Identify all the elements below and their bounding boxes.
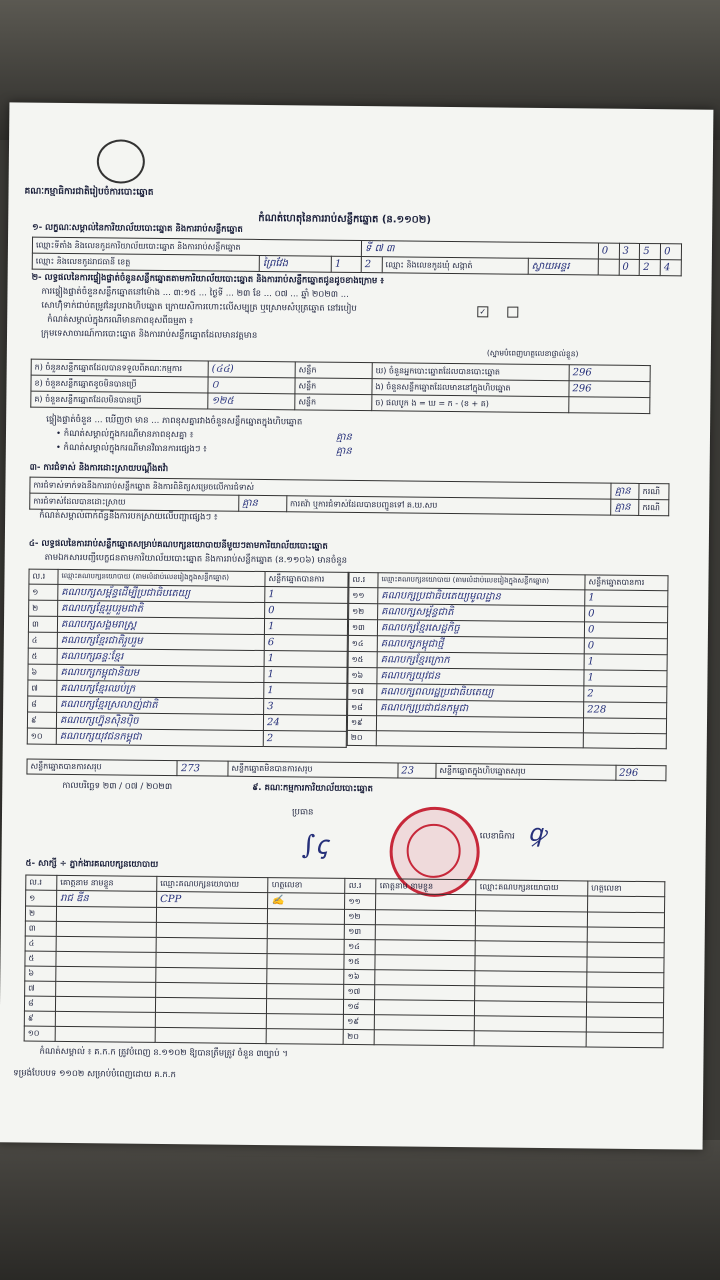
w-header-party-r: ឈ្មោះគណបក្សនយោបាយ [476,880,588,896]
witness-no-right: ១៣ [345,924,376,939]
witness-name [56,981,156,997]
party-no: ១០ [27,728,56,744]
party-votes: 1 [584,670,667,687]
party-name: គណបក្សសម្ព័ន្ធដើម្បីប្រជាធិបតេយ្យ [58,584,265,602]
section-4-title: ៤- លទ្ធផលនៃការរាប់សន្លឹកឆ្នោតសម្រាប់គណបក្សនយោបាយនីមួយៗតាមការិយាល័យបោះឆ្នោត [28,538,328,552]
section-1-title: ១- លក្ខណៈសម្គាល់នៃការិយាល័យបោះឆ្នោត និងការរាប់សន្លឹកឆ្នោត [32,222,243,235]
total-box-label: សន្លឹកឆ្នោតក្នុងហិបឆ្នោតសរុប [436,763,616,780]
witness-name [55,1011,155,1027]
ballot-count-form [0,102,713,1149]
s2-line-1: ការផ្ទៀងផ្ទាត់ចំនួនសន្លឹកឆ្នោតនៅម៉ោង ... ៣:១៥ ... ថ្ងៃទី ... ២៣ ខែ ... ០៧ ... ឆ្នាំ ២០២៣ ... [41,286,349,300]
party-name: គណបក្សខ្មែររួបរួមជាតិ [58,600,265,618]
w-header-sig-r: ហត្ថលេខា [588,881,665,897]
witness-signature [267,984,344,1000]
w-header-name-r: គោត្តនាម នាមខ្លួន [376,879,476,895]
witness-name [55,1026,155,1042]
witness-signature-right [587,972,664,988]
party-votes: 1 [265,587,348,604]
section-2-title: ២- លទ្ធផលនៃការផ្ទៀងផ្ទាត់ចំនួនសន្លឹកឆ្នោតតាមការិយាល័យបោះឆ្នោត និងការរាប់សន្លឹកឆ្នោតជូនដូចខាងក្រោម ៖ [31,272,385,287]
party-name: គណបក្សសម្ព័ន្ធជាតិ [378,604,585,622]
total-valid-value: 273 [177,761,227,777]
s2-sign-hint: (ស្នាមបំពេញហត្ថលេខាផ្ទាល់ខ្លួន) [486,348,579,359]
witness-name-right [376,910,476,926]
row2-commune-code-1: 2 [640,259,661,275]
w-header-no: ល.រ [26,875,57,890]
s3-row-1-label: ការជំទាស់ទាក់ទងនឹងការរាប់សន្លឹកឆ្នោត និងការពិនិត្យសម្រេចលើការជំទាស់ [30,477,611,499]
witness-name [56,936,156,952]
total-valid-label: សន្លឹកឆ្នោតបានការសរុប [27,759,178,776]
counts-table [30,359,650,414]
party-no: ៦ [28,664,57,680]
s3-row-2-label: ការជំទាស់ដែលបានដោះស្រាយ [30,493,239,511]
party-no: ១៨ [348,699,377,715]
count-a-value: (៤៤) [208,361,295,378]
count-e-label: ង) ចំនួនសន្លឹកឆ្នោតដែលមាននៅក្នុងហិបឆ្នោត [372,379,569,397]
party-no: ៣ [28,616,57,632]
witness-name-right [375,1015,475,1031]
row2-code-0: 1 [331,256,361,272]
party-header-no-r: ល.រ [349,572,378,587]
form-title: កំណត់ហេតុនៃការរាប់សន្លឹកឆ្នោត (ន.១១០២) [258,212,431,226]
unit-b: សន្លឹក [295,378,372,395]
party-name: គណបក្សខ្មែរឈប់ក្រ [57,680,264,698]
party-name: គណបក្សកម្ពុជាថ្មី [377,636,584,654]
row2-label: ឈ្មោះ និងលេខកូដរាជធានី ខេត្ត [32,253,259,271]
w-header-party: ឈ្មោះគណបក្សនយោបាយ [157,876,269,892]
count-c-label: គ) ចំនួនសន្លឹកឆ្នោតដែលមិនបានប្រើ [31,391,208,409]
total-invalid-value: 23 [398,763,436,778]
witness-table [24,875,666,1049]
party-header-votes: សន្លឹកឆ្នោតបានការ [265,572,348,588]
witness-signature: ✍ [268,893,345,910]
witness-name [56,906,156,922]
row2-commune-value: ស្វាយអន្ទរ [528,258,598,275]
count-d-label: ឃ) ចំនួនអ្នកបោះឆ្នោតដែលបានបោះឆ្នោត [372,363,569,381]
party-no: ៥ [28,648,57,664]
party-name [376,731,583,748]
party-votes: 2 [584,686,667,703]
witness-party-right [476,926,588,942]
witness-name [56,921,156,937]
witness-signature-right [586,1002,663,1018]
party-header-name: ឈ្មោះគណបក្សនយោបាយ (តាមលំដាប់លេខរៀងក្នុងសន្លឹកឆ្នោត) [58,569,265,586]
party-votes: 1 [264,619,347,636]
party-votes: 6 [264,635,347,652]
party-no: ១៧ [348,683,377,699]
witness-no: ៦ [25,966,56,981]
count-b-label: ខ) ចំនួនសន្លឹកឆ្នោតខូចមិនបានប្រើ [31,375,208,393]
w-header-name: គោត្តនាម នាមខ្លួន [57,875,157,891]
count-f-label: ច) ផលបូក ង = ឃ = ក - (ខ + គ) [372,395,569,413]
witness-no: ៩ [24,1011,55,1026]
witness-name-right [376,925,476,941]
witness-signature-right [587,957,664,973]
witness-name-right [375,970,475,986]
witness-party [156,967,268,983]
party-name: គណបក្សសង្គមរាស្ត្រ [57,616,264,634]
witness-name-right [376,940,476,956]
s4-line: តាមឯកសារបញ្ជីបេក្ខជនតាមការិយាល័យបោះឆ្នោត និងការរាប់សន្លឹកឆ្នោត (ន.១១០៦) មានចំនួន [44,552,348,566]
witness-signature-right [587,942,664,958]
party-no: ១៤ [348,635,377,651]
witness-no-right: ១២ [345,909,376,924]
party-name: គណបក្សឆន្ទៈខ្មែរ [57,648,264,666]
witness-party-right [476,911,588,927]
witness-name [55,996,155,1012]
witness-signature [267,1014,344,1030]
witness-party [155,1012,267,1028]
row2-commune-label: ឈ្មោះ និងលេខកូដឃុំ សង្កាត់ [382,257,528,275]
party-votes: 1 [264,667,347,684]
checkbox-no[interactable] [507,307,518,318]
committee-line: ៩. គណៈកម្មការការិយាល័យបោះឆ្នោត [252,782,373,795]
section-1-table [32,237,682,277]
witness-no: ១០ [24,1026,55,1041]
witness-party [156,982,268,998]
party-votes: 1 [264,683,347,700]
row2-commune-code-0: 0 [619,259,640,275]
party-header-votes-r: សន្លឹកឆ្នោតបានការ [585,575,668,591]
party-no: ២០ [347,730,376,745]
chair-label: ប្រធាន [291,807,314,818]
witness-no: ១ [26,890,57,906]
witness-no-right: ១៤ [345,939,376,954]
party-votes: 228 [584,702,667,719]
party-no: ៩ [27,712,56,728]
witness-party [156,922,268,938]
party-votes: 0 [265,603,348,620]
witness-signature [267,954,344,970]
party-no: ៤ [28,632,57,648]
witness-name [56,966,156,982]
count-d-value: 296 [569,365,650,382]
count-f-value [569,397,650,414]
party-name: គណបក្សហ្វ៊ុនស៊ិនប៉ិច [56,712,263,730]
secretary-signature: ꝙ [527,818,547,847]
party-no: ៧ [28,680,57,696]
party-no: ១២ [349,603,378,619]
section-3-table [29,477,669,517]
witness-party-right [476,941,588,957]
s2-line-3: កំណត់សម្គាល់ក្នុងករណីមានភាពខុសពីធម្មតា ៖ [47,314,194,327]
witness-party-right [475,971,587,987]
row2-commune-code-2: 4 [660,260,681,276]
witness-party [155,1027,267,1043]
witness-no-right: ១៨ [344,999,375,1014]
row1-label: ឈ្មោះទីតាំង និងលេខកូដការិយាល័យបោះឆ្នោត និងការរាប់សន្លឹកឆ្នោត [32,237,361,256]
party-votes: 2 [263,731,346,748]
witness-no: ៨ [24,996,55,1011]
witness-signature-right [586,1032,663,1048]
party-no: ៨ [28,696,57,712]
background-bottom [0,1140,720,1280]
parties-table-right [347,572,669,749]
date-line: កាលបរិច្ឆេទ ២៣ / ០៧ / ២០២៣ [62,780,173,793]
witness-name-right [375,1000,475,1016]
witness-no: ៥ [25,951,56,966]
total-box-value: 296 [616,765,666,781]
witness-party-right [476,895,588,912]
unit-c: សន្លឹក [295,394,372,411]
party-name: គណបក្សពលរដ្ឋប្រជាធិបតេយ្យ [377,684,584,702]
witness-signature [267,1029,344,1045]
party-votes: 3 [264,699,347,716]
count-a-label: ក) ចំនួនសន្លឹកឆ្នោតដែលបានទទួលពីគណៈកម្មការ [31,359,208,377]
witness-no: ៧ [25,981,56,996]
witness-no-right: ២០ [344,1029,375,1044]
witness-name-right [375,985,475,1001]
party-name: គណបក្សខ្មែរសេដ្ឋកិច្ច [377,620,584,638]
witness-signature [268,939,345,955]
witness-no-right: ១១ [345,893,376,909]
party-votes [583,718,666,734]
s2-line-2: សោហ៊ុំទាក់ជាប់តម្រូវនៃរូបរាងហិបឆ្នោត ក្រោយសិការហោះលើសម្បុត្រ ឬស្រោមសំបុត្រឆ្នោត នៅរបៀប [41,300,357,314]
parties-table-left [27,569,349,748]
witness-party-right [475,956,587,972]
party-votes: 1 [264,651,347,668]
s3-row-2b-value: គ្មាន [611,499,639,515]
s2-line-5: ផ្ទៀងផ្ទាត់ចំនួន ... ឃើញថា មាន ... ភាពខុសគ្នារវាងចំនួនសន្លឹកឆ្នោតក្នុងហិបឆ្នោត [46,414,303,428]
w-header-no-r: ល.រ [345,878,376,893]
witness-signature [267,969,344,985]
s3-row-1-unit: ករណី [639,483,669,499]
s3-row-2b-label: ការតវ៉ា ឬការជំទាស់ដែលបានបញ្ជូនទៅ គ.ឃ.សប [287,496,612,515]
witness-no-right: ១៩ [344,1014,375,1029]
s3-note: កំណត់សម្គាល់ពាក់ព័ន្ធនឹងការបកស្រាយលើបញ្ហាផ្សេងៗ ៖ [39,510,218,523]
party-name: គណបក្សប្រជាជនកម្ពុជា [377,700,584,718]
party-votes: 24 [263,715,346,732]
totals-table [26,759,666,782]
row1-code-1: 3 [619,243,640,259]
party-name: គណបក្សប្រជាធិបតេយ្យមូលដ្ឋាន [378,588,585,606]
witness-party: CPP [157,891,269,908]
party-no: ២ [29,600,58,616]
party-name: គណបក្សខ្មែរជាតិរួបរួម [57,632,264,650]
count-e-value: 296 [569,381,650,398]
witness-signature [268,924,345,940]
section-3-title: ៣- ការជំទាស់ និងការដោះស្រាយបណ្ដឹងតវ៉ា [29,462,169,475]
chair-signature: ∫ꞔ [301,830,328,861]
party-no: ១១ [349,587,378,603]
witness-no-right: ១៥ [344,954,375,969]
witness-signature [268,909,345,925]
row1-code-0: 0 [598,243,619,259]
party-name: គណបក្សយុវជនកម្ពុជា [56,728,263,746]
w-header-sig: ហត្ថលេខា [268,878,345,894]
row1-code-2: 5 [640,243,661,259]
s2-note-1: • កំណត់សម្គាល់ក្នុងករណីមានភាពខុសគ្នា ៖ [55,428,194,441]
s3-row-2-value: គ្មាន [238,495,286,512]
secretary-label: លេខាធិការ [479,831,515,842]
party-votes: 0 [585,606,668,623]
witness-party [156,937,268,953]
party-row [27,728,346,747]
party-name: គណបក្សខ្មែរក្រោក [377,652,584,670]
witness-name-right [376,894,476,911]
count-b-value: ០ [208,377,295,394]
witness-no-right: ១៦ [344,969,375,984]
row2-value: ព្រៃវែង [259,255,331,272]
total-invalid-label: សន្លឹកឆ្នោតមិនបានការសរុប [228,761,398,778]
party-header-name-r: ឈ្មោះគណបក្សនយោបាយ (តាមលំដាប់លេខរៀងក្នុងសន្លឹកឆ្នោត) [378,573,585,590]
witness-name-right [375,1030,475,1046]
s2-note-2-value: គ្មាន [335,445,352,457]
witness-party [156,952,268,968]
s3-row-2b-unit: ករណី [639,499,669,515]
witness-party [155,997,267,1013]
witness-party-right [475,1001,587,1017]
party-name: គណបក្សយុវជន [377,668,584,686]
witness-name: រាជ ឌីន [57,890,157,907]
witness-signature-right [587,912,664,928]
witness-no: ៣ [25,921,56,936]
footer-form: ទម្រង់បែបបទ ១១០២ សម្រាប់បំពេញដោយ គ.ក.ក [13,1068,176,1081]
committee-logo [97,139,145,184]
witness-party-right [475,1016,587,1032]
row2-code-1: 2 [361,257,382,273]
section-5-title: ៥- សាក្សី ÷ ភ្នាក់ងារគណបក្សនយោបាយ [25,858,159,870]
party-no: ១៥ [348,651,377,667]
unit-a: សន្លឹក [295,362,372,379]
party-name: គណបក្សខ្មែរស្រលាញ់ជាតិ [57,696,264,714]
party-no: ១៦ [348,667,377,683]
row1-value: ទី ៧ ៣ [361,241,598,259]
s2-line-4: ក្រុមទេសាចារណ៍ការបោះឆ្នោត និងការរាប់សន្លឹកឆ្នោតដែលមានវត្តមាន [40,328,258,341]
party-votes: 1 [585,590,668,607]
witness-signature-right [587,927,664,943]
witness-name-right [375,955,475,971]
party-votes [583,733,666,749]
party-no: ១៩ [347,715,376,730]
witness-signature-right [587,896,664,913]
party-votes: 1 [584,654,667,671]
witness-party [156,907,268,923]
party-no: ១ [29,584,58,600]
committee-name: គណៈកម្មាធិការជាតិរៀបចំការបោះឆ្នោត [24,186,154,198]
witness-signature-right [586,1017,663,1033]
party-votes: 0 [584,638,667,655]
witness-party-right [475,986,587,1002]
witness-no: ២ [25,906,56,921]
s3-row-1-value: គ្មាន [611,483,639,499]
party-name: គណបក្សកម្ពុជានិយម [57,664,264,682]
count-c-value: ១២៥ [208,393,295,410]
footer-note: កំណត់សម្គាល់ ៖ គ.ក.ក ត្រូវបំពេញ ន.១១០២ ឱ្យបានត្រឹមត្រូវ ចំនួន ៣ច្បាប់ ។ [39,1046,288,1060]
witness-name [56,951,156,967]
witness-party-right [475,1031,587,1047]
s2-note-1-value: គ្មាន [335,431,352,443]
row1-code-3: 0 [661,244,682,260]
witness-signature-right [587,987,664,1003]
party-header-no: ល.រ [29,569,58,584]
party-row [347,730,666,748]
party-no: ១៣ [348,619,377,635]
witness-no-right: ១៧ [344,984,375,999]
s2-note-2: • កំណត់សម្គាល់ក្នុងករណីមានវិធានការផ្សេងៗ ៖ [55,442,207,455]
party-votes: 0 [584,622,667,639]
checkbox-yes[interactable]: ✓ [477,306,488,317]
witness-signature [267,999,344,1015]
witness-no: ៤ [25,936,56,951]
